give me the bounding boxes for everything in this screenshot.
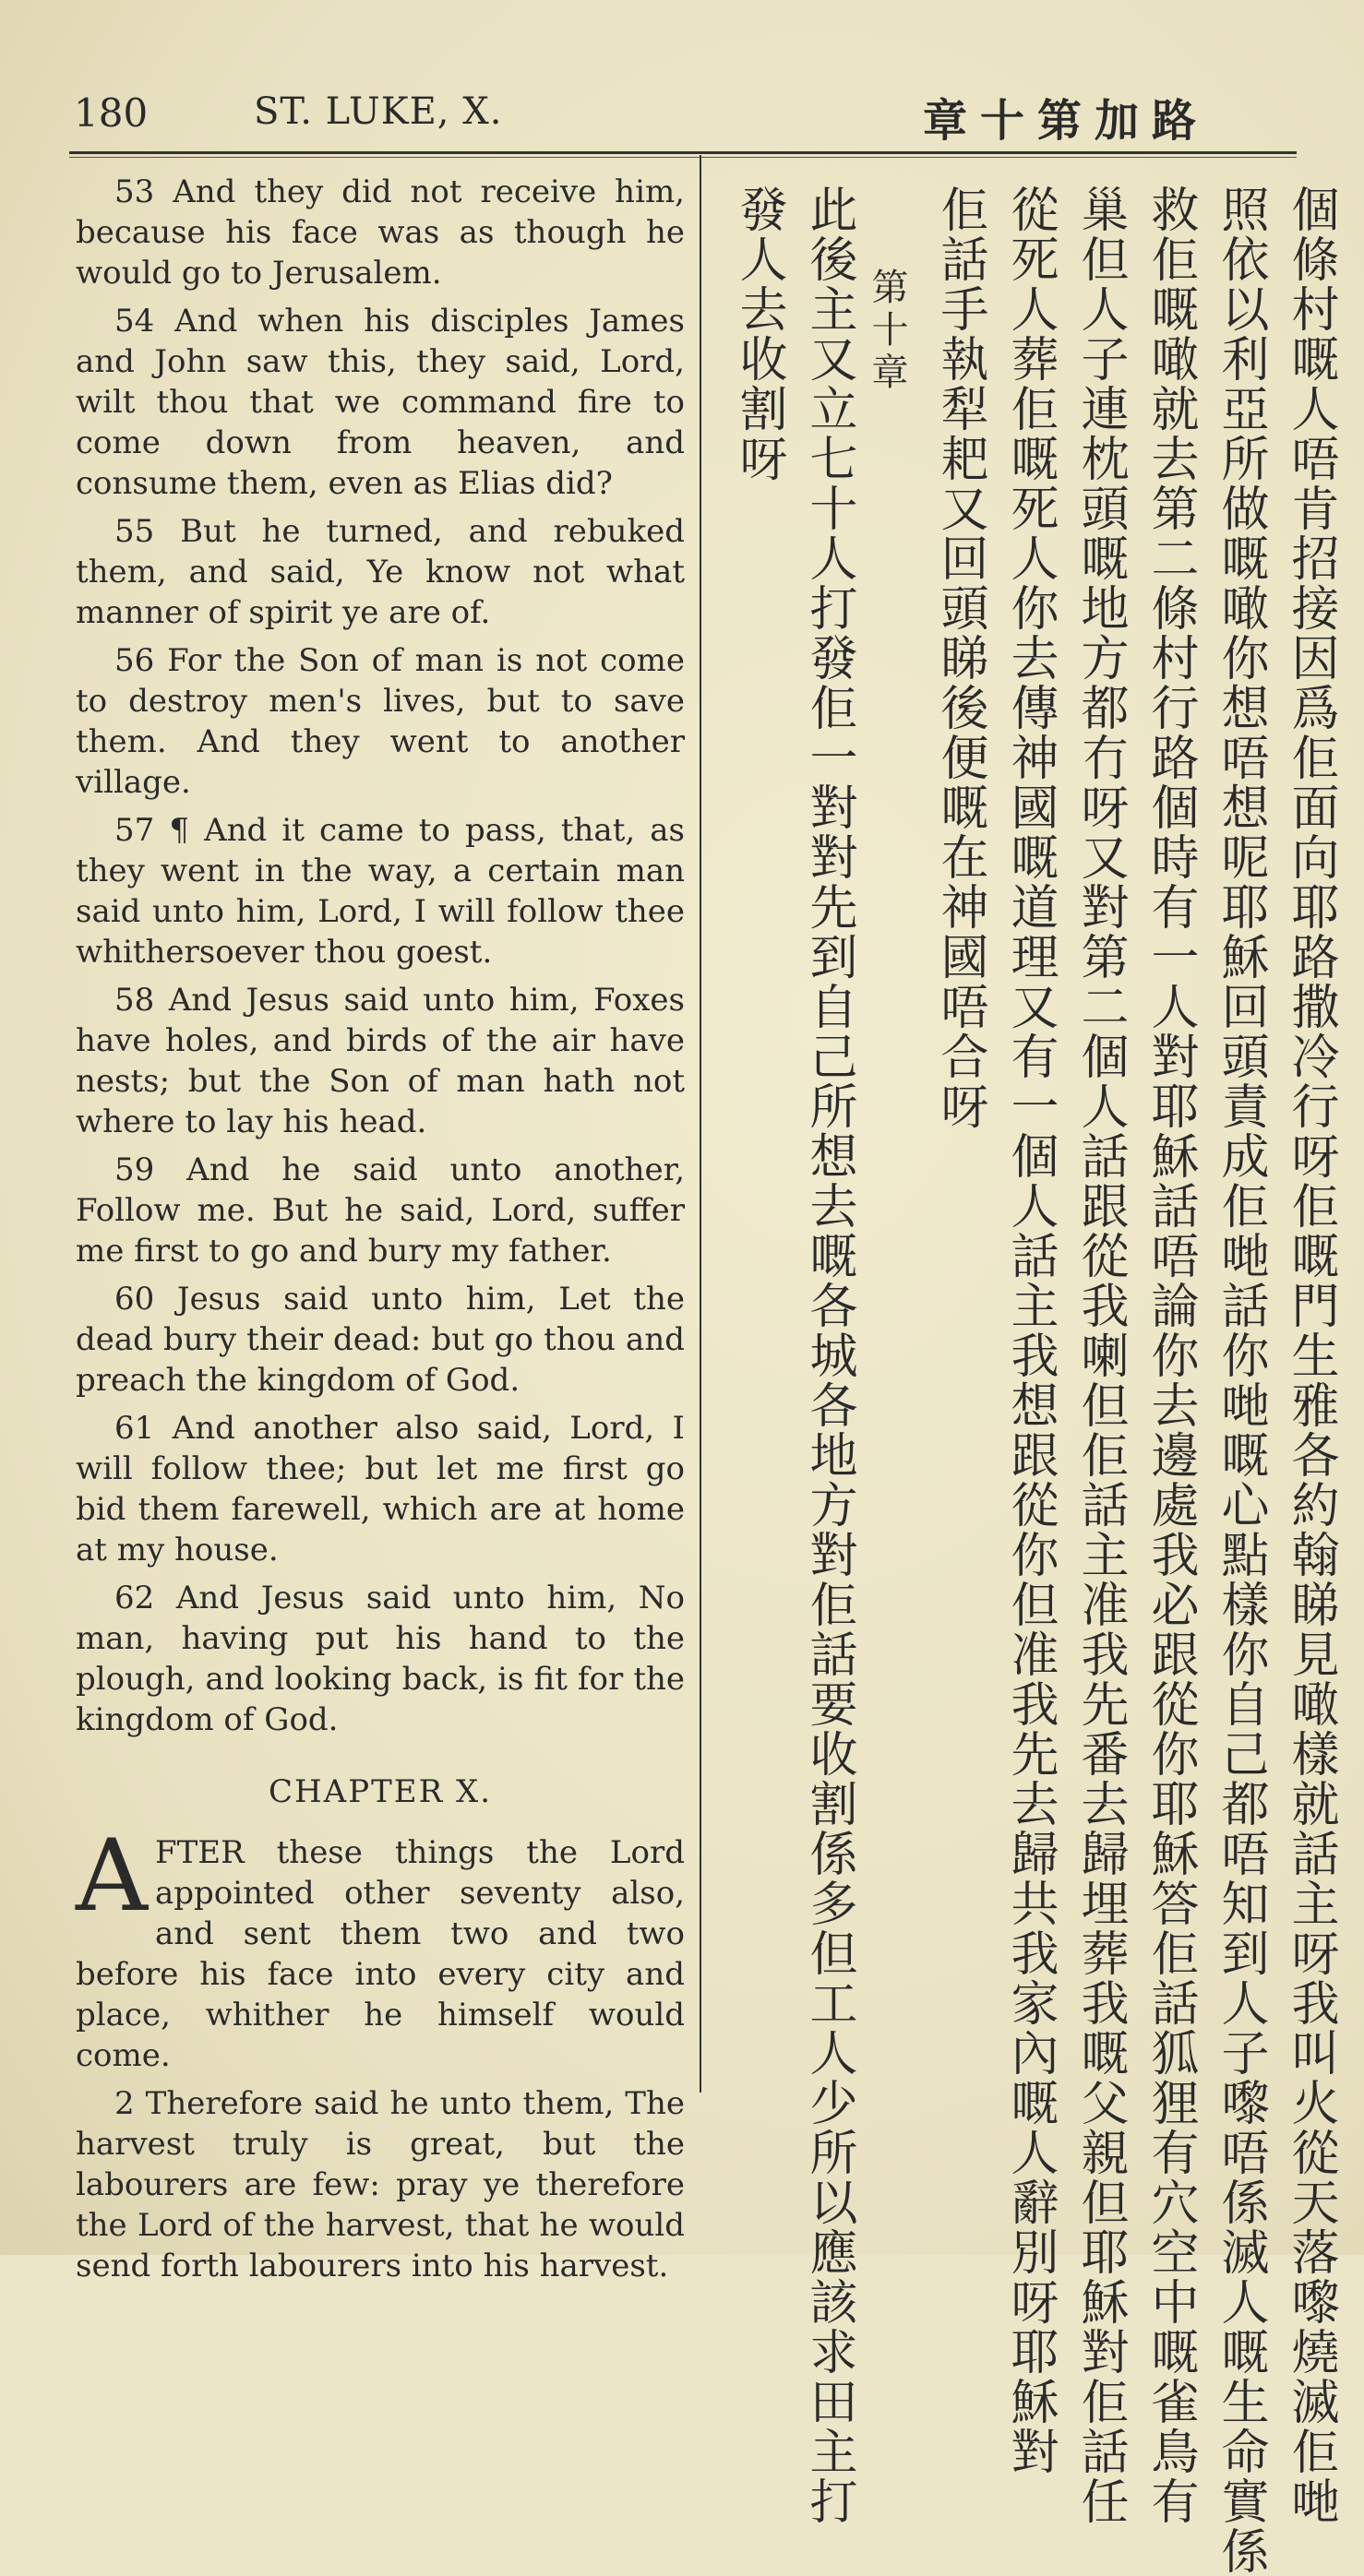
drop-cap: A (76, 1819, 148, 1934)
chapter-heading: CHAPTER X. (268, 1773, 492, 1810)
verse-59: 59 And he said unto another, Follow me. But he said, Lord, suffer me first to go and bury my father. (76, 1151, 685, 1270)
header-rule-thin (69, 157, 1297, 158)
chinese-chapter-heading: 第十章 (866, 268, 908, 395)
chinese-line-2: 照依以利亞所做嘅噉你想唔想呢耶穌回頭責成佢哋話你哋嘅心點樣你自己都唔知到人子嚟唔係滅人嘅生命實係 (1213, 185, 1268, 2576)
column-divider (700, 155, 701, 2093)
chinese-line-4: 巢但人子連枕頭嘅地方都冇呀又對第二個人話跟從我喇但佢話主准我先番去歸埋葬我嘅父親但耶穌對佢話任 (1072, 185, 1128, 2526)
verse-62: 62 And Jesus said unto him, No man, having put his hand to the plough, and looking back, is fit for the kingdom of God. (76, 1580, 685, 1738)
verse-60: 60 Jesus said unto him, Let the dead bury their dead: but go thou and preach the kingdom of God. (76, 1281, 685, 1399)
verse-58: 58 And Jesus said unto him, Foxes have holes, and birds of the air have nests; but the Son of man hath not where to lay his head. (76, 982, 685, 1140)
chinese-column (720, 185, 1347, 2576)
chinese-line-8: 發人去收割呀 (731, 185, 786, 483)
header-rule (69, 151, 1297, 154)
verse-57: 57 ¶ And it came to pass, that, as they went in the way, a certain man said unto him, Lord, I will follow thee whithersoever thou goest. (76, 812, 685, 971)
page-number: 180 (74, 90, 149, 136)
chapter10-verse-1-text: FTER these things the Lord appointed other seventy also, and sent them two and two before his face into every city and place, whither he himself would come. (76, 1834, 685, 2074)
verse-56: 56 For the Son of man is not come to destroy men's lives, but to save them. And they went to another village. (76, 642, 685, 801)
page-header (74, 81, 1329, 146)
chapter10-verse-2: 2 Therefore said he unto them, The harvest truly is great, but the labourers are few: pray ye therefore the Lord of the harvest, that he would send forth labourers into his harvest. (76, 2085, 685, 2284)
verse-54: 54 And when his disciples James and John saw this, they said, Lord, wilt thou that we command fire to come down from heaven, and consume them, even as Elias did? (76, 303, 685, 502)
chapter10-verse-1 (76, 1819, 685, 2076)
chinese-line-6: 佢話手執犁耙又回頭睇後便嘅在神國唔合呀 (932, 185, 987, 1131)
verse-61: 61 And another also said, Lord, I will follow thee; but let me first go bid them farewell, which are at home at my house. (76, 1410, 685, 1568)
verse-55: 55 But he turned, and rebuked them, and said, Ye know not what manner of spirit ye are of. (76, 513, 685, 631)
verse-53: 53 And they did not receive him, because his face was as though he would go to Jerusalem. (76, 173, 685, 292)
chinese-line-1: 個條村嘅人唔肯招接因爲佢面向耶路撒冷行呀佢嘅門生雅各約翰睇見噉樣就話主呀我叫火從天落嚟燒滅佢哋 (1283, 185, 1338, 2526)
chinese-line-3: 救佢嘅噉就去第二條村行路個時有一人對耶穌話唔論你去邊處我必跟從你耶穌答佢話狐狸有穴空中嘅雀鳥有 (1143, 185, 1198, 2526)
chinese-line-5: 從死人葬佢嘅死人你去傳神國嘅道理又有一個人話主我想跟從你但准我先去歸共我家內嘅人辭別呀耶穌對 (1002, 185, 1058, 2476)
english-column (76, 172, 685, 2294)
running-head: ST. LUKE, X. (254, 90, 503, 133)
chinese-running-head: 章十第加路 (922, 95, 1209, 147)
chinese-line-7: 此後主又立七十人打發佢一對對先到自己所想去嘅各城各地方對佢話要收割係多但工人少所以應該求田主打 (801, 185, 856, 2526)
